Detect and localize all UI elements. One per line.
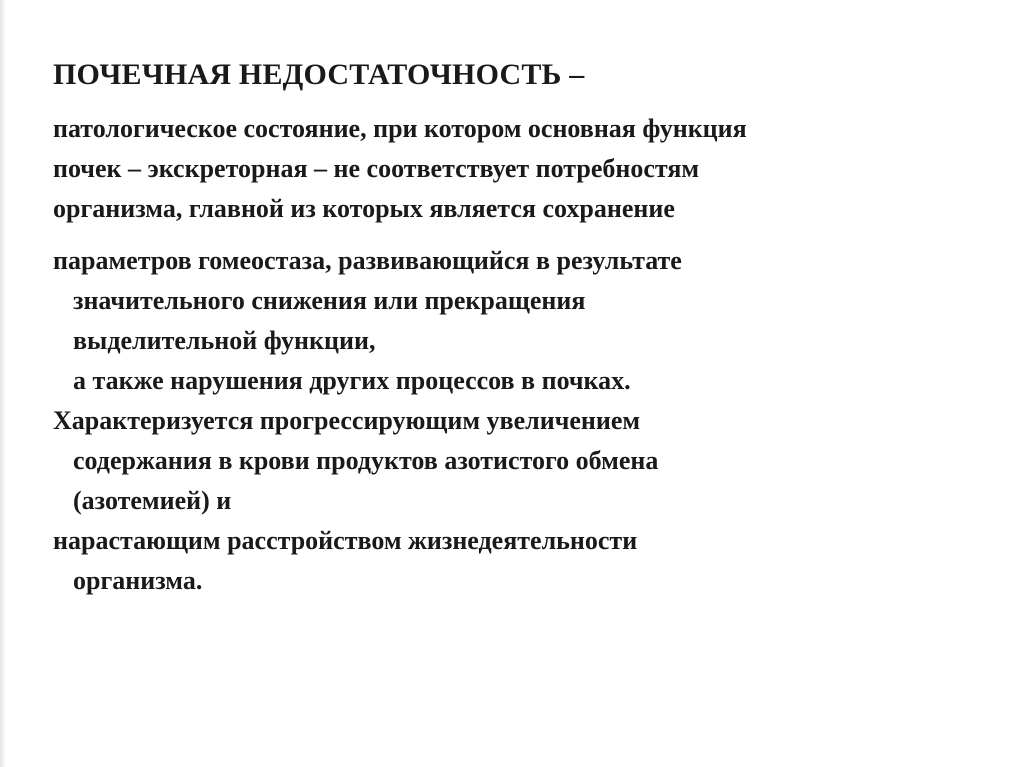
slide-content: [53, 55, 1003, 601]
text-line: (азотемией) и: [73, 486, 232, 515]
text-line: содержания в крови продуктов азотистого обмена: [73, 446, 659, 475]
text-line: Характеризуется прогрессирующим увеличением: [53, 406, 641, 435]
text-line: значительного снижения или прекращения: [73, 286, 586, 315]
slide-title: ПОЧЕЧНАЯ НЕДОСТАТОЧНОСТЬ –: [53, 58, 585, 91]
text-line: нарастающим расстройством жизнедеятельности: [53, 526, 638, 555]
text-line: организма.: [73, 566, 203, 595]
text-line: а также нарушения других процессов в почках.: [73, 366, 631, 395]
text-line: почек – экскреторная – не соответствует потребностям: [53, 154, 700, 183]
slide-edge-shadow: [0, 0, 6, 767]
text-line: выделительной функции,: [73, 326, 376, 355]
text-line: параметров гомеостаза, развивающийся в результате: [53, 246, 682, 275]
text-line: организма, главной из которых является сохранение: [53, 194, 675, 223]
text-line: патологическое состояние, при котором основная функция: [53, 114, 747, 143]
